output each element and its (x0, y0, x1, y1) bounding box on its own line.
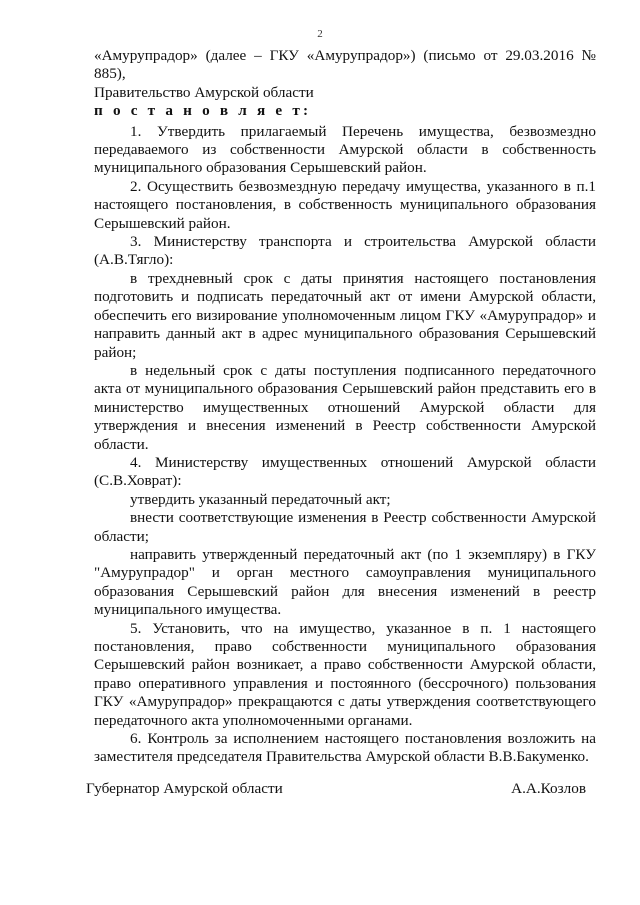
paragraph-item-4: 4. Министерству имущественных отношений Амурской области (С.В.Ховрат): (94, 453, 596, 490)
paragraph-subitem: направить утвержденный передаточный акт (по 1 экземпляру) в ГКУ "Амурупрадор" и орган местного самоуправления муниципального образования Серышевский район для внесения изменений в реестр муниципального имущества. (94, 545, 596, 619)
signatory-position: Губернатор Амурской области (86, 780, 283, 797)
paragraph-subitem: внести соответствующие изменения в Реестр собственности Амурской области; (94, 509, 596, 545)
paragraph-subitem: в недельный срок с даты поступления подписанного передаточного акта от муниципального образования Серышевский район представить его в министерство имущественных отношений Амурской области для утверждения и внесения изменений в Реестр собственности Амурской области. (94, 361, 596, 453)
paragraph-item-6: 6. Контроль за исполнением настоящего постановления возложить на заместителя председателя Правительства Амурской области В.В.Бакуменко. (94, 730, 596, 766)
paragraph-item-5: 5. Установить, что на имущество, указанное в п. 1 настоящего постановления, право собственности муниципального образования Серышевский район возникает, а право собственности Амурской области, право оперативного управления и постоянного (бессрочного) пользования ГКУ «Амурупрадор» прекращаются с даты утверждения соответствующего передаточного акта уполномоченными органами. (94, 619, 596, 729)
paragraph-item-3: 3. Министерству транспорта и строительства Амурской области (А.В.Тягло): (94, 233, 596, 269)
paragraph-subitem: в трехдневный срок с даты принятия настоящего постановления подготовить и подписать передаточный акт от имени Амурской области, обеспечить его визирование уполномоченным лицом ГКУ «Амурупрадор» и направить данный акт в адрес муниципального образования Серышевский район; (94, 269, 596, 361)
paragraph-subitem: утвердить указанный передаточный акт; (130, 490, 391, 508)
signature-block (86, 780, 586, 798)
paragraph-item-2: 2. Осуществить безвозмездную передачу имущества, указанного в п.1 настоящего постановления, в собственность муниципального образования Серышевский район. (94, 177, 596, 232)
decree-heading: п о с т а н о в л я е т: (94, 102, 312, 120)
opening-line: Правительство Амурской области (94, 83, 314, 101)
document-body (94, 47, 596, 767)
opening-line: «Амурупрадор» (далее – ГКУ «Амурупрадор») (письмо от 29.03.2016 № 885), (94, 47, 596, 83)
page-number: 2 (317, 28, 323, 40)
paragraph-item-1: 1. Утвердить прилагаемый Перечень имущества, безвозмездно передаваемого из собственности Амурской области в собственность муниципального образования Серышевский район. (94, 122, 596, 177)
signatory-name: А.А.Козлов (511, 780, 586, 797)
